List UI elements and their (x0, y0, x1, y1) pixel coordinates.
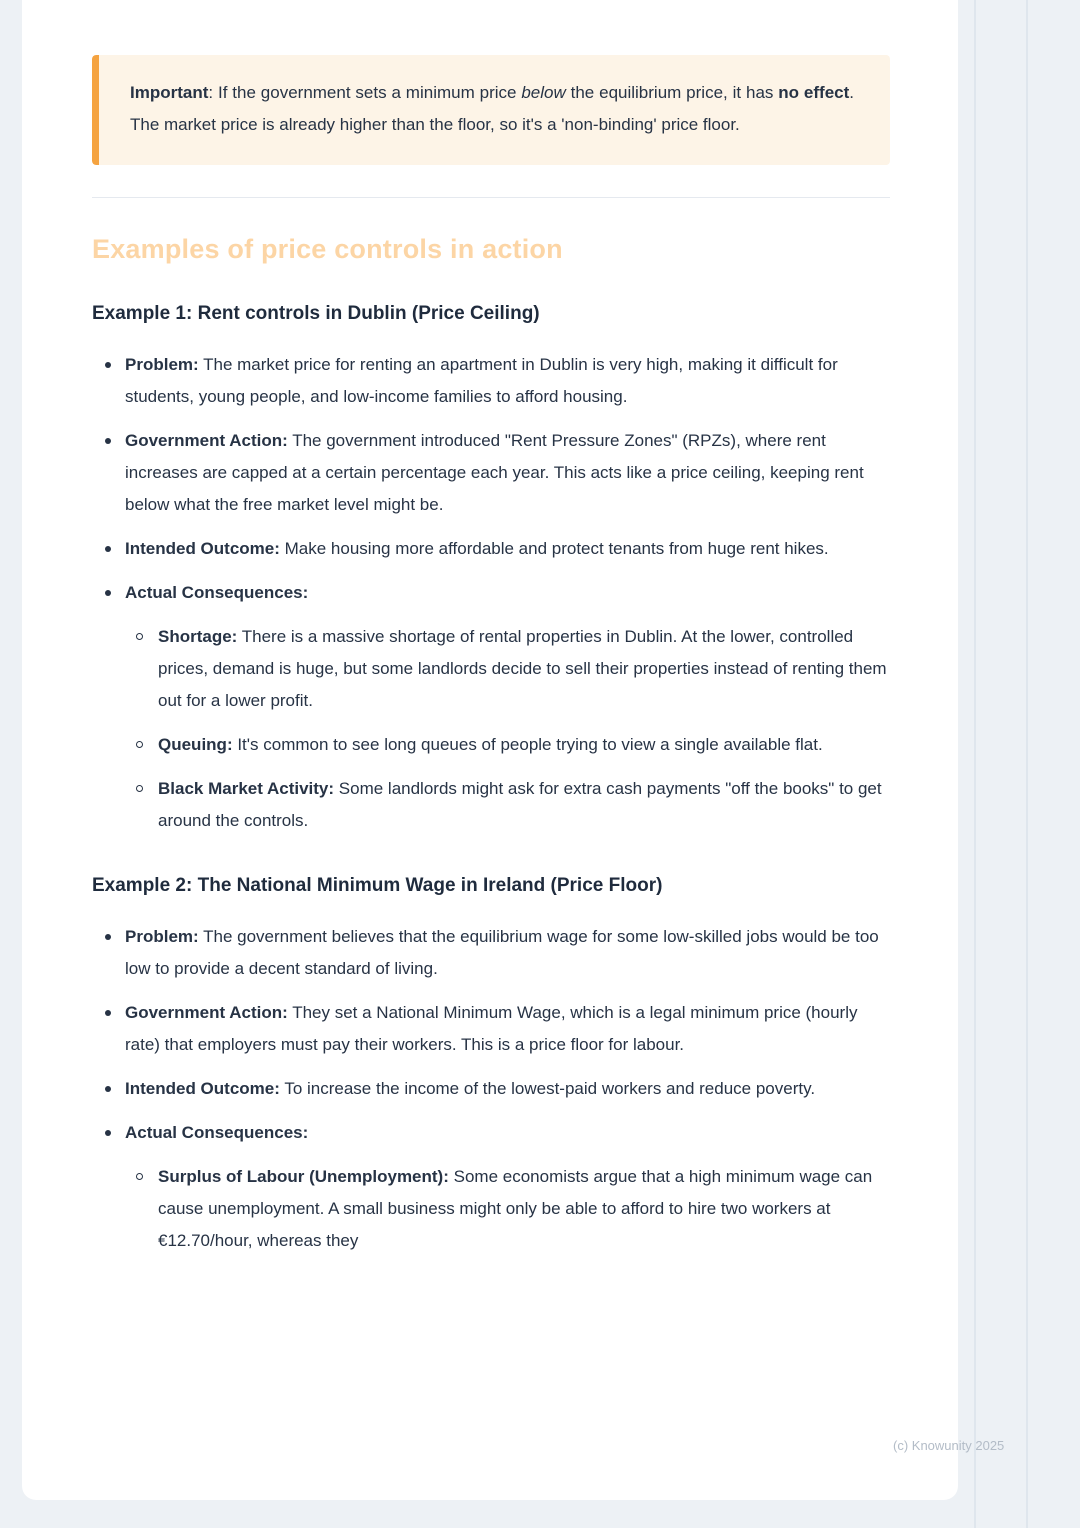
sublist-item-black-market (125, 773, 890, 837)
list-item-intended-outcome (92, 1073, 890, 1105)
example2-consequences-sublist (125, 1161, 890, 1257)
list-item-problem (92, 921, 890, 985)
list-item-text: Problem: The government believes that the equilibrium wage for some low-skilled jobs would be too low to provide a decent standard of living. (125, 927, 879, 978)
example1-consequences-sublist (125, 621, 890, 837)
list-item-text: Actual Consequences: (125, 1123, 309, 1142)
callout-accent-bar (92, 55, 99, 165)
example1-list (92, 349, 890, 837)
example2-list (92, 921, 890, 1257)
sublist-item-text: Surplus of Labour (Unemployment): Some economists argue that a high minimum wage can cause unemployment. A small business might only be able to afford to hire two workers at €12.70/hour, whereas they (158, 1167, 873, 1250)
list-item-actual-consequences (92, 577, 890, 837)
list-item-text: Problem: The market price for renting an apartment in Dublin is very high, making it difficult for students, young people, and low-income families to afford housing. (125, 355, 838, 406)
page-edge-line-1 (974, 0, 976, 1528)
list-item-intended-outcome (92, 533, 890, 565)
list-item-actual-consequences (92, 1117, 890, 1257)
sublist-item-text: Queuing: It's common to see long queues of people trying to view a single available flat. (158, 735, 823, 754)
example1-heading: Example 1: Rent controls in Dublin (Price Ceiling) (92, 303, 540, 324)
list-item-text: Intended Outcome: Make housing more affordable and protect tenants from huge rent hikes. (125, 539, 829, 558)
document-page (22, 0, 958, 1500)
watermark: (c) Knowunity 2025 (893, 1438, 1005, 1453)
page-edge-line-2 (1026, 0, 1028, 1528)
list-item-text: Actual Consequences: (125, 583, 309, 602)
sublist-item-text: Black Market Activity: Some landlords might ask for extra cash payments "off the books" to get around the controls. (158, 779, 882, 830)
list-item-government-action (92, 425, 890, 521)
example2-heading: Example 2: The National Minimum Wage in Ireland (Price Floor) (92, 875, 663, 896)
callout-text: Important: If the government sets a minimum price below the equilibrium price, it has no effect. The market price is already higher than the floor, so it's a 'non-binding' price floor. (130, 83, 854, 134)
list-item-text: Intended Outcome: To increase the income of the lowest-paid workers and reduce poverty. (125, 1079, 816, 1098)
document-content (22, 0, 958, 1257)
section-divider (92, 197, 890, 198)
list-item-problem (92, 349, 890, 413)
sublist-item-queuing (125, 729, 890, 761)
sublist-item-shortage (125, 621, 890, 717)
list-item-text: Government Action: The government introduced "Rent Pressure Zones" (RPZs), where rent increases are capped at a certain percentage each year. This acts like a price ceiling, keeping rent below what the free market level might be. (125, 431, 864, 514)
important-callout (92, 55, 890, 165)
list-item-government-action (92, 997, 890, 1061)
list-item-text: Government Action: They set a National Minimum Wage, which is a legal minimum price (hourly rate) that employers must pay their workers. This is a price floor for labour. (125, 1003, 858, 1054)
sublist-item-text: Shortage: There is a massive shortage of rental properties in Dublin. At the lower, controlled prices, demand is huge, but some landlords decide to sell their properties instead of renting them out for a lower profit. (158, 627, 887, 710)
sublist-item-surplus-of-labour (125, 1161, 890, 1257)
section-heading: Examples of price controls in action (92, 234, 563, 264)
